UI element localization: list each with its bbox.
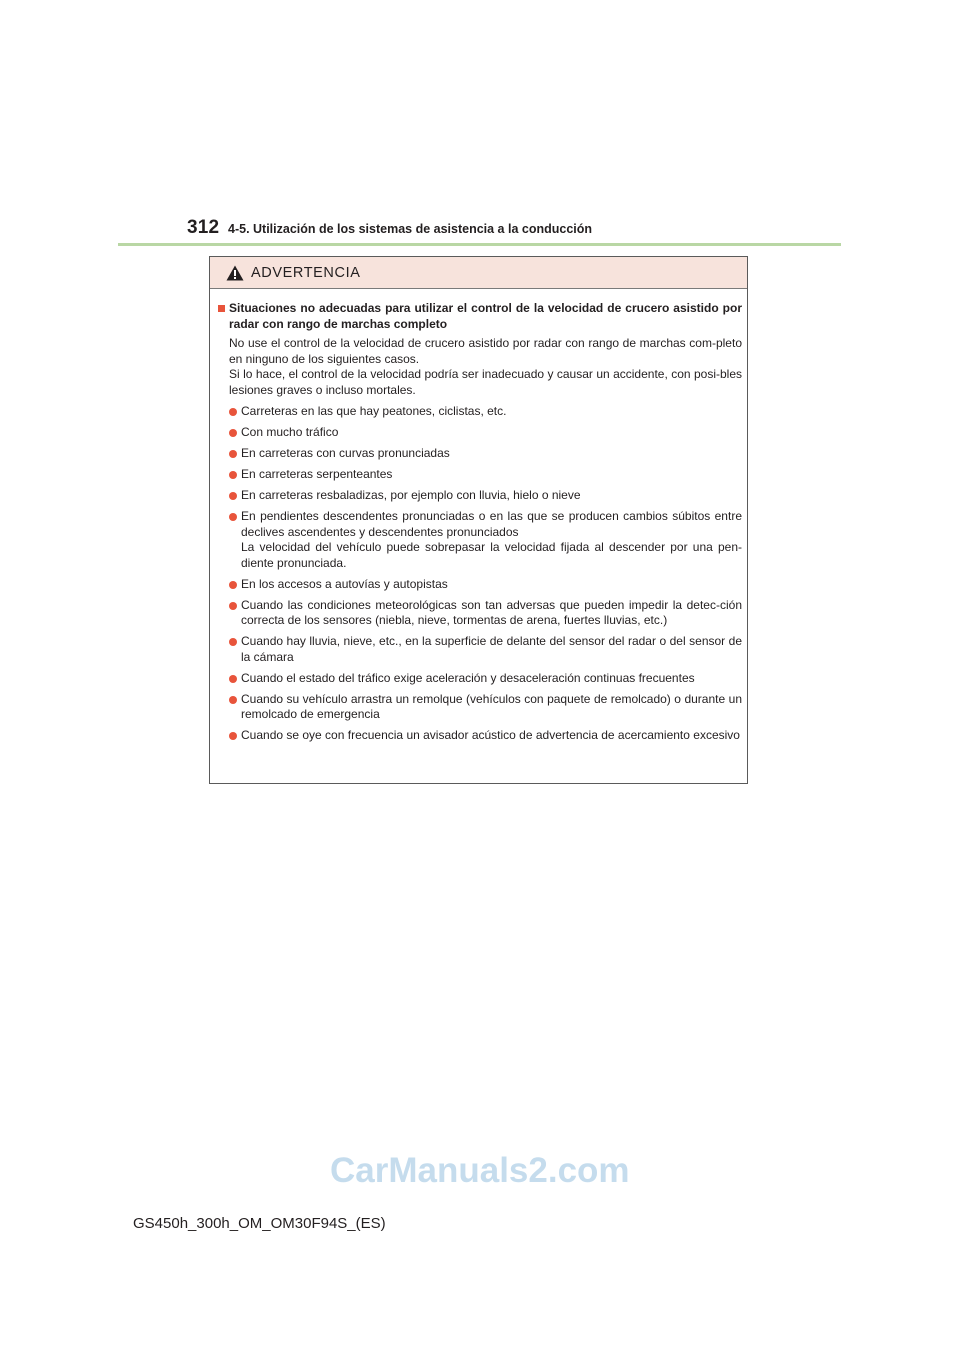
- watermark-logo: CarManuals2.com: [330, 1151, 630, 1190]
- bullet-dot-icon: [229, 408, 237, 416]
- list-item: [218, 446, 742, 462]
- bullet-dot-icon: [229, 638, 237, 646]
- list-item-text: Cuando hay lluvia, nieve, etc., en la superficie de delante del sensor del radar o del sensor de la cámara: [241, 634, 742, 664]
- bullet-dot-icon: [229, 429, 237, 437]
- list-item: [218, 728, 742, 744]
- bullet-list: [218, 404, 742, 744]
- list-item: [218, 671, 742, 687]
- list-item: [218, 488, 742, 504]
- list-item-text: En pendientes descendentes pronunciadas o en las que se producen cambios súbitos entre declives ascendentes y descendentes pronunciados La velocidad del vehículo puede sobrepasar la velocidad fijada al descender por una pen-diente pronunciada.: [241, 509, 742, 570]
- bullet-dot-icon: [229, 450, 237, 458]
- list-item: [218, 598, 742, 629]
- bullet-dot-icon: [229, 696, 237, 704]
- warning-heading: [218, 301, 742, 332]
- warning-heading-text: Situaciones no adecuadas para utilizar el control de la velocidad de crucero asistido por radar con rango de marchas completo: [229, 301, 742, 331]
- warning-paragraph: No use el control de la velocidad de crucero asistido por radar con rango de marchas com-pleto en ninguno de los siguientes casos. Si lo hace, el control de la velocidad podría ser inadecuado y causar un accidente, con posi-bles lesiones graves o incluso mortales.: [229, 336, 742, 397]
- list-item: [218, 692, 742, 723]
- warning-box: [209, 256, 748, 784]
- list-item-text: Cuando se oye con frecuencia un avisador acústico de advertencia de acercamiento excesivo: [241, 728, 740, 742]
- list-item-text: En carreteras serpenteantes: [241, 467, 393, 481]
- list-item: [218, 577, 742, 593]
- list-item-text: En carreteras resbaladizas, por ejemplo con lluvia, hielo o nieve: [241, 488, 581, 502]
- bullet-dot-icon: [229, 513, 237, 521]
- bullet-dot-icon: [229, 675, 237, 683]
- list-item-text: Carreteras en las que hay peatones, ciclistas, etc.: [241, 404, 507, 418]
- list-item: [218, 404, 742, 420]
- list-item: [218, 509, 742, 571]
- header-rule: [118, 243, 841, 246]
- list-item-text: Cuando el estado del tráfico exige aceleración y desaceleración continuas frecuentes: [241, 670, 695, 685]
- section-title: 4-5. Utilización de los sistemas de asistencia a la conducción: [228, 222, 593, 236]
- square-bullet-icon: [218, 305, 225, 312]
- warning-body: [210, 289, 747, 744]
- list-item: [218, 634, 742, 665]
- warning-title: ADVERTENCIA: [251, 264, 361, 281]
- list-item: [218, 467, 742, 483]
- list-item: [218, 425, 742, 441]
- list-item-text: En carreteras con curvas pronunciadas: [241, 446, 450, 460]
- page-number: 312: [187, 217, 220, 238]
- list-item-text: Cuando su vehículo arrastra un remolque (vehículos con paquete de remolcado) o durante un remolcado de emergencia: [241, 691, 742, 721]
- list-item-text: Cuando las condiciones meteorológicas son tan adversas que pueden impedir la detec-ción correcta de los sensores (niebla, nieve, tormentas de arena, fuertes lluvias, etc.): [241, 597, 742, 627]
- warning-header: [210, 257, 747, 289]
- bullet-dot-icon: [229, 602, 237, 610]
- bullet-dot-icon: [229, 492, 237, 500]
- warning-triangle-icon: [226, 265, 244, 281]
- bullet-dot-icon: [229, 471, 237, 479]
- bullet-dot-icon: [229, 581, 237, 589]
- document-code: GS450h_300h_OM_OM30F94S_(ES): [133, 1215, 386, 1232]
- list-item-text: Con mucho tráfico: [241, 425, 339, 439]
- bullet-dot-icon: [229, 732, 237, 740]
- list-item-text: En los accesos a autovías y autopistas: [241, 576, 448, 591]
